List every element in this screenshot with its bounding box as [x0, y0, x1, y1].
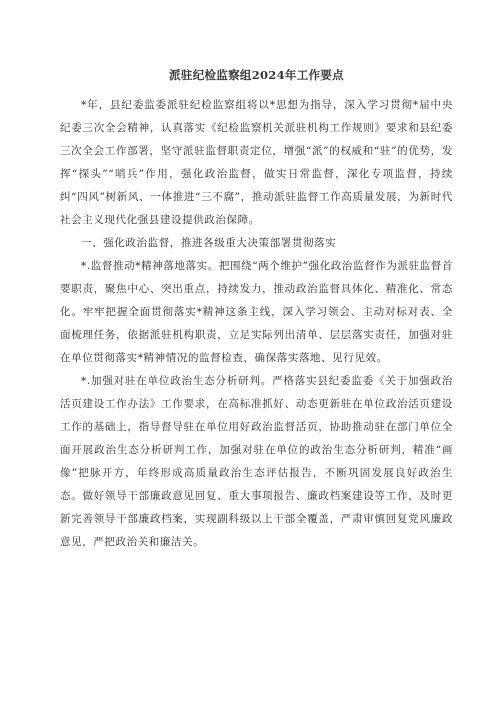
intro-paragraph: *年，县纪委监委派驻纪检监察组将以*思想为指导，深入学习贯彻*届中央纪委三次全会精神，认真落实《纪检监察机关派驻机构工作规则》要求和县纪委三次全会工作部署，坚守派驻监督职责定位，增强“派”的权威和“驻”的优势，发挥“探头”“哨兵”作用，强化政治监督，做实日常监督，深化专项监督，持续纠“四风”树新风、一体推进“三不腐”，推动派驻监督工作高质量发展，为新时代社会主义现代化强县建设提供政治保障。: [60, 99, 453, 226]
section-1-item-2: *.加强对驻在单位政治生态分析研判。严格落实县纪委监委《关于加强政治活页建设工作办法》工作要求，在高标准抓好、动态更新驻在单位政治活页建设工作的基础上，指导督导驻在单位用好政治监督活页，协助推动驻在部门单位全面开展政治生态分析研判工作，加强对驻在单位的政治生态分析研判，精准“画像”把脉开方，年终形成高质量政治生态评估报告，不断巩固发展良好政治生态。做好领导干部廉政意见回复、重大事项报告、廉政档案建设等工作，及时更新完善领导干部廉政档案，实现副科级以上干部全覆盖，严肃审慎回复党风廉政意见，严把政治关和廉洁关。: [60, 375, 453, 548]
section-1-item-1: *.监督推动*精神落地落实。把围绕“两个维护”强化政治监督作为派驻监督首要职责，聚焦中心、突出重点，持续发力，推动政治监督具体化、精准化、常态化。牢牢把握全面贯彻落实*精神这条主线，深入学习领会、主动对标对表、全面梳理任务，依据派驻机构职责，立足实际列出清单、层层落实责任，加强对驻在单位贯彻落实*精神情况的监督检查，确保落实落地、见行见效。: [60, 260, 453, 364]
section-1-heading: 一、强化政治监督，推进各级重大决策部署贯彻落实: [81, 237, 337, 249]
document-title: 派驻纪检监察组2024年工作要点: [169, 68, 344, 82]
